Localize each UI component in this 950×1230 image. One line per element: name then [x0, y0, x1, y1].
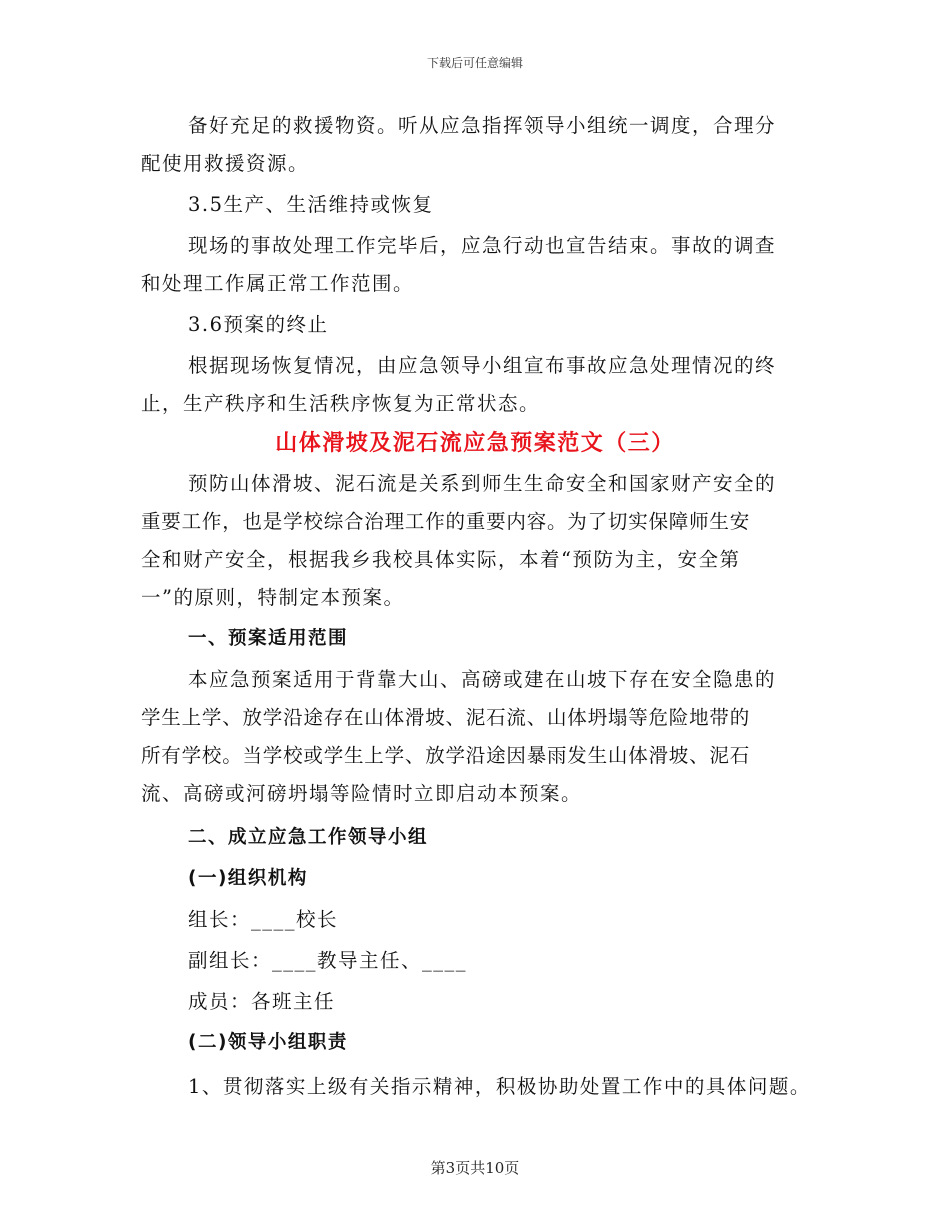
paragraph-line: 配使用救援资源。	[141, 152, 310, 175]
section-heading-3-6: 3.6预案的终止	[188, 313, 329, 336]
org-heading: (一)组织机构	[188, 868, 308, 889]
scope-line: 本应急预案适用于背靠大山、高磅或建在山坡下存在安全隐患的	[188, 668, 777, 691]
document-body	[141, 107, 809, 1106]
intro-line: 预防山体滑坡、泥石流是关系到师生生命安全和国家财产安全的	[188, 472, 777, 495]
paragraph-line: 根据现场恢复情况，由应急领导小组宣布事故应急处理情况的终	[188, 354, 777, 377]
group-heading: 二、成立应急工作领导小组	[188, 827, 429, 848]
paragraph-line: 现场的事故处理工作完毕后，应急行动也宣告结束。事故的调查	[188, 234, 777, 257]
paragraph-line: 备好充足的救援物资。听从应急指挥领导小组统一调度，合理分	[188, 114, 777, 137]
deputy-line: 副组长：____教导主任、____	[188, 949, 468, 972]
page-footer: 第3页共10页	[430, 1159, 520, 1177]
members-line: 成员：各班主任	[188, 990, 336, 1013]
paragraph-line: 和处理工作属正常工作范围。	[141, 272, 415, 295]
intro-line: 重要工作，也是学校综合治理工作的重要内容。为了切实保障师生安	[141, 510, 751, 533]
duty-line: 1、贯彻落实上级有关指示精神，积极协助处置工作中的具体问题。	[188, 1075, 811, 1098]
scope-line: 学生上学、放学沿途存在山体滑坡、泥石流、山体坍塌等危险地带的	[141, 706, 751, 729]
page-header: 下载后可任意编辑	[426, 56, 523, 70]
scope-heading: 一、预案适用范围	[188, 628, 349, 649]
duty-heading: (二)领导小组职责	[188, 1032, 348, 1053]
scope-line: 所有学校。当学校或学生上学、放学沿途因暴雨发生山体滑坡、泥石	[141, 744, 751, 767]
scope-line: 流、高磅或河磅坍塌等险情时立即启动本预案。	[141, 782, 583, 805]
intro-line: 全和财产安全，根据我乡我校具体实际，本着“预防为主，安全第	[141, 548, 741, 571]
intro-line: 一”的原则，特制定本预案。	[141, 586, 405, 609]
document-title: 山体滑坡及泥石流应急预案范文（三）	[275, 431, 675, 456]
section-heading-3-5: 3.5生产、生活维持或恢复	[188, 193, 434, 216]
paragraph-line: 止，生产秩序和生活秩序恢复为正常状态。	[141, 392, 541, 415]
leader-line: 组长：____校长	[188, 908, 339, 931]
